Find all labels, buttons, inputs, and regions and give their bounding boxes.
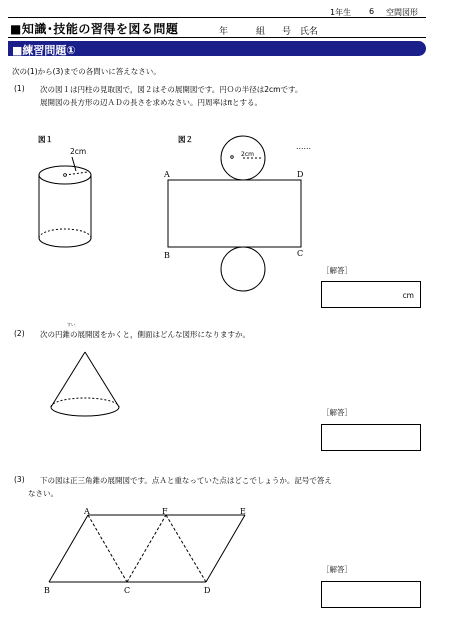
- unit-number: 6: [369, 7, 375, 16]
- fig2-dots: ……: [296, 142, 311, 151]
- q3-text-line1: 下の図は正三角錐の展開図です。点Ａと重なっていた点はどこでしょうか。記号で答え: [40, 476, 332, 485]
- cylinder-net-figure: [168, 136, 304, 291]
- q1-point-a: A: [164, 170, 170, 179]
- cylinder-figure: [39, 157, 91, 247]
- q3-answer-label: ［解答］: [322, 565, 352, 574]
- q2-ruby: すい: [67, 322, 75, 327]
- q1-point-c: C: [297, 249, 304, 258]
- q1-point-d: D: [297, 170, 304, 179]
- class-label: 組: [256, 27, 266, 37]
- intro-text: 次の(1)から(3)までの各問いに答えなさい。: [12, 67, 161, 76]
- net-center-point: [231, 156, 234, 159]
- cone-figure: [51, 352, 119, 416]
- name-label: 氏名: [300, 27, 319, 37]
- page-title: ■知識･技能の習得を図る問題: [10, 22, 179, 36]
- cylinder-center-point: [64, 174, 67, 177]
- fig2-radius-label: 2cm: [241, 151, 254, 158]
- q3-point-d: D: [204, 586, 211, 595]
- q3-point-e: E: [240, 507, 246, 516]
- unit-name: 空間図形: [386, 8, 418, 17]
- q1-number: (1): [14, 84, 25, 93]
- q3-point-c: C: [124, 586, 131, 595]
- q2-number: (2): [14, 329, 25, 338]
- q1-answer-label: ［解答］: [322, 266, 352, 275]
- q1-text-line1: 次の図１は円柱の見取図で，図２はその展開図です。円Ｏの半径は2cmです。: [40, 85, 303, 94]
- q2-answer-label: ［解答］: [322, 408, 352, 417]
- q1-answer-unit: cm: [402, 291, 414, 300]
- number-label: 号: [282, 27, 292, 37]
- fig2-label: 図２: [178, 135, 193, 144]
- fig1-label: 図１: [38, 135, 53, 144]
- fig1-radius-label: 2cm: [70, 147, 87, 156]
- q1-text-line2: 展開図の長方形の辺ＡＤの長さを求めなさい。円周率はπとする。: [40, 98, 263, 107]
- grade-label: 1年生: [330, 8, 352, 17]
- pyramid-net-figure: [49, 515, 245, 582]
- q3-text-line2: なさい。: [28, 489, 58, 498]
- q2-text: 次の円錐の展開図をかくと，側面はどんな図形になりますか。: [40, 330, 250, 339]
- q3-point-b: B: [44, 586, 50, 595]
- q1-point-b: B: [164, 251, 170, 260]
- q3-point-f: F: [162, 507, 168, 516]
- banner-title: ■練習問題①: [12, 44, 76, 57]
- q3-number: (3): [14, 475, 25, 484]
- year-label: 年: [219, 27, 229, 37]
- q3-point-a: A: [84, 507, 90, 516]
